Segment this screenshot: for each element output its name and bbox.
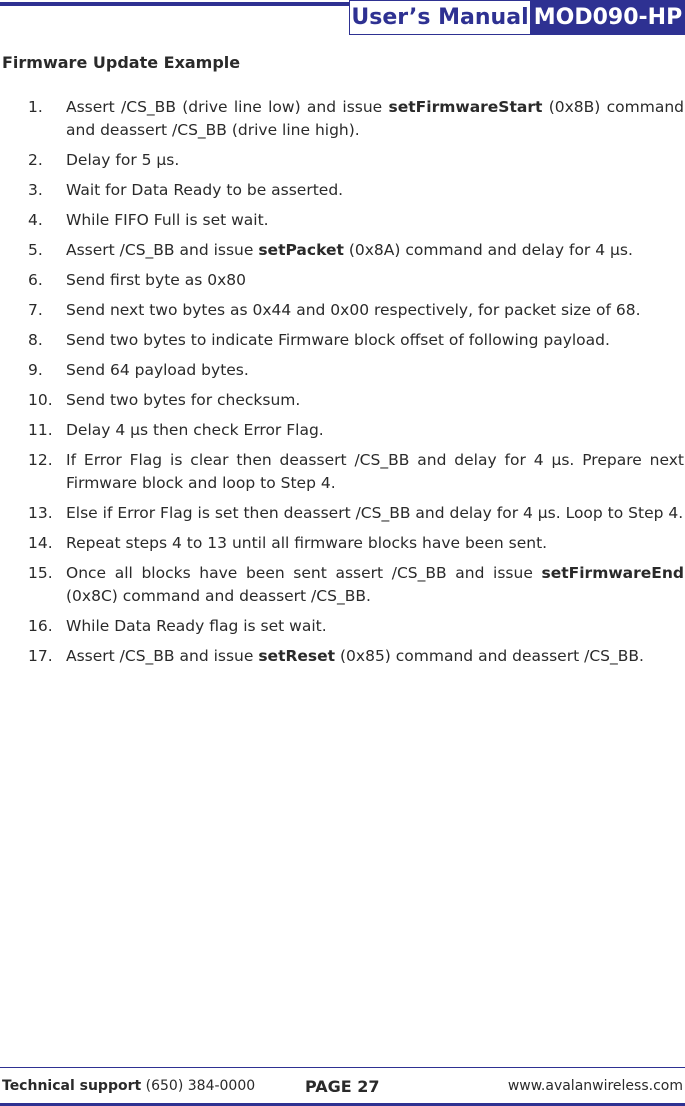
step-text-part: Send two bytes to indicate Firmware block offset of following payload. <box>66 331 610 349</box>
step-item <box>0 532 685 555</box>
step-text <box>66 532 684 555</box>
step-text-part: Send two bytes for checksum. <box>66 391 301 409</box>
step-number: 16. <box>28 617 53 635</box>
step-text <box>66 179 684 202</box>
step-text-part: Assert /CS_BB (drive line low) and issue <box>66 98 389 116</box>
step-text <box>66 96 684 142</box>
step-number: 3. <box>28 181 43 199</box>
step-item <box>0 502 685 525</box>
step-text <box>66 239 684 262</box>
step-text-part: Else if Error Flag is set then deassert /CS_BB and delay for 4 µs. Loop to Step 4. <box>66 504 684 522</box>
step-item <box>0 389 685 412</box>
step-text <box>66 149 684 172</box>
step-text <box>66 329 684 352</box>
step-number: 9. <box>28 361 43 379</box>
steps-list <box>0 96 685 668</box>
step-item <box>0 299 685 322</box>
step-text <box>66 615 684 638</box>
step-item <box>0 179 685 202</box>
step-number: 5. <box>28 241 43 259</box>
step-number: 12. <box>28 451 53 469</box>
step-item <box>0 645 685 668</box>
step-number: 1. <box>28 98 43 116</box>
support-phone: (650) 384-0000 <box>145 1078 256 1094</box>
step-text <box>66 209 684 232</box>
step-text <box>66 449 684 495</box>
manual-title-tab: User’s Manual <box>349 0 531 35</box>
footer-support <box>2 1078 255 1094</box>
step-number: 10. <box>28 391 53 409</box>
step-text-part: Wait for Data Ready to be asserted. <box>66 181 344 199</box>
step-text-part: If Error Flag is clear then deassert /CS_BB and delay for 4 µs. Prepare next Firmware block and loop to Step 4. <box>66 451 684 492</box>
step-text <box>66 645 684 668</box>
step-text-part: Assert /CS_BB and issue <box>66 241 259 259</box>
header-rule <box>0 2 350 6</box>
step-number: 14. <box>28 534 53 552</box>
page-number: PAGE 27 <box>305 1077 380 1096</box>
step-item <box>0 149 685 172</box>
step-text <box>66 269 684 292</box>
step-text-part: (0x85) command and deassert /CS_BB. <box>335 647 644 665</box>
step-number: 6. <box>28 271 43 289</box>
step-text-part: (0x8A) command and delay for 4 µs. <box>343 241 633 259</box>
step-text <box>66 562 684 608</box>
step-item <box>0 96 685 142</box>
step-item <box>0 615 685 638</box>
step-number: 8. <box>28 331 43 349</box>
step-text-part: Once all blocks have been sent assert /CS_BB and issue <box>66 564 542 582</box>
footer-rule <box>0 1067 685 1068</box>
step-number: 2. <box>28 151 43 169</box>
step-item <box>0 419 685 442</box>
step-item <box>0 269 685 292</box>
step-text-part: (0x8C) command and deassert /CS_BB. <box>66 587 371 605</box>
step-text-part: Assert /CS_BB and issue <box>66 647 259 665</box>
step-text <box>66 389 684 412</box>
step-item <box>0 239 685 262</box>
command-name: setFirmwareEnd <box>541 564 684 582</box>
step-item <box>0 329 685 352</box>
step-text-part: Delay for 5 µs. <box>66 151 180 169</box>
section-title: Firmware Update Example <box>2 53 241 72</box>
command-name: setPacket <box>258 241 344 259</box>
model-tab: MOD090-HP <box>531 0 685 35</box>
website-link[interactable]: www.avalanwireless.com <box>507 1078 683 1094</box>
command-name: setReset <box>258 647 336 665</box>
step-text <box>66 359 684 382</box>
step-text <box>66 419 684 442</box>
step-text-part: Send first byte as 0x80 <box>66 271 246 289</box>
step-number: 17. <box>28 647 53 665</box>
step-item <box>0 562 685 608</box>
step-number: 13. <box>28 504 53 522</box>
step-text-part: Repeat steps 4 to 13 until all firmware blocks have been sent. <box>66 534 548 552</box>
step-item <box>0 449 685 495</box>
command-name: setFirmwareStart <box>388 98 543 116</box>
step-text-part: Delay 4 µs then check Error Flag. <box>66 421 324 439</box>
step-text <box>66 299 684 322</box>
support-label: Technical support <box>2 1078 142 1094</box>
step-text-part: Send next two bytes as 0x44 and 0x00 respectively, for packet size of 68. <box>66 301 641 319</box>
step-number: 15. <box>28 564 53 582</box>
step-text-part: (0x8B) command and deassert /CS_BB (drive line high). <box>66 98 685 139</box>
step-text <box>66 502 684 525</box>
step-item <box>0 209 685 232</box>
step-item <box>0 359 685 382</box>
step-number: 11. <box>28 421 53 439</box>
step-text-part: While Data Ready flag is set wait. <box>66 617 327 635</box>
step-number: 4. <box>28 211 43 229</box>
step-text-part: Send 64 payload bytes. <box>66 361 249 379</box>
step-text-part: While FIFO Full is set wait. <box>66 211 269 229</box>
step-number: 7. <box>28 301 43 319</box>
